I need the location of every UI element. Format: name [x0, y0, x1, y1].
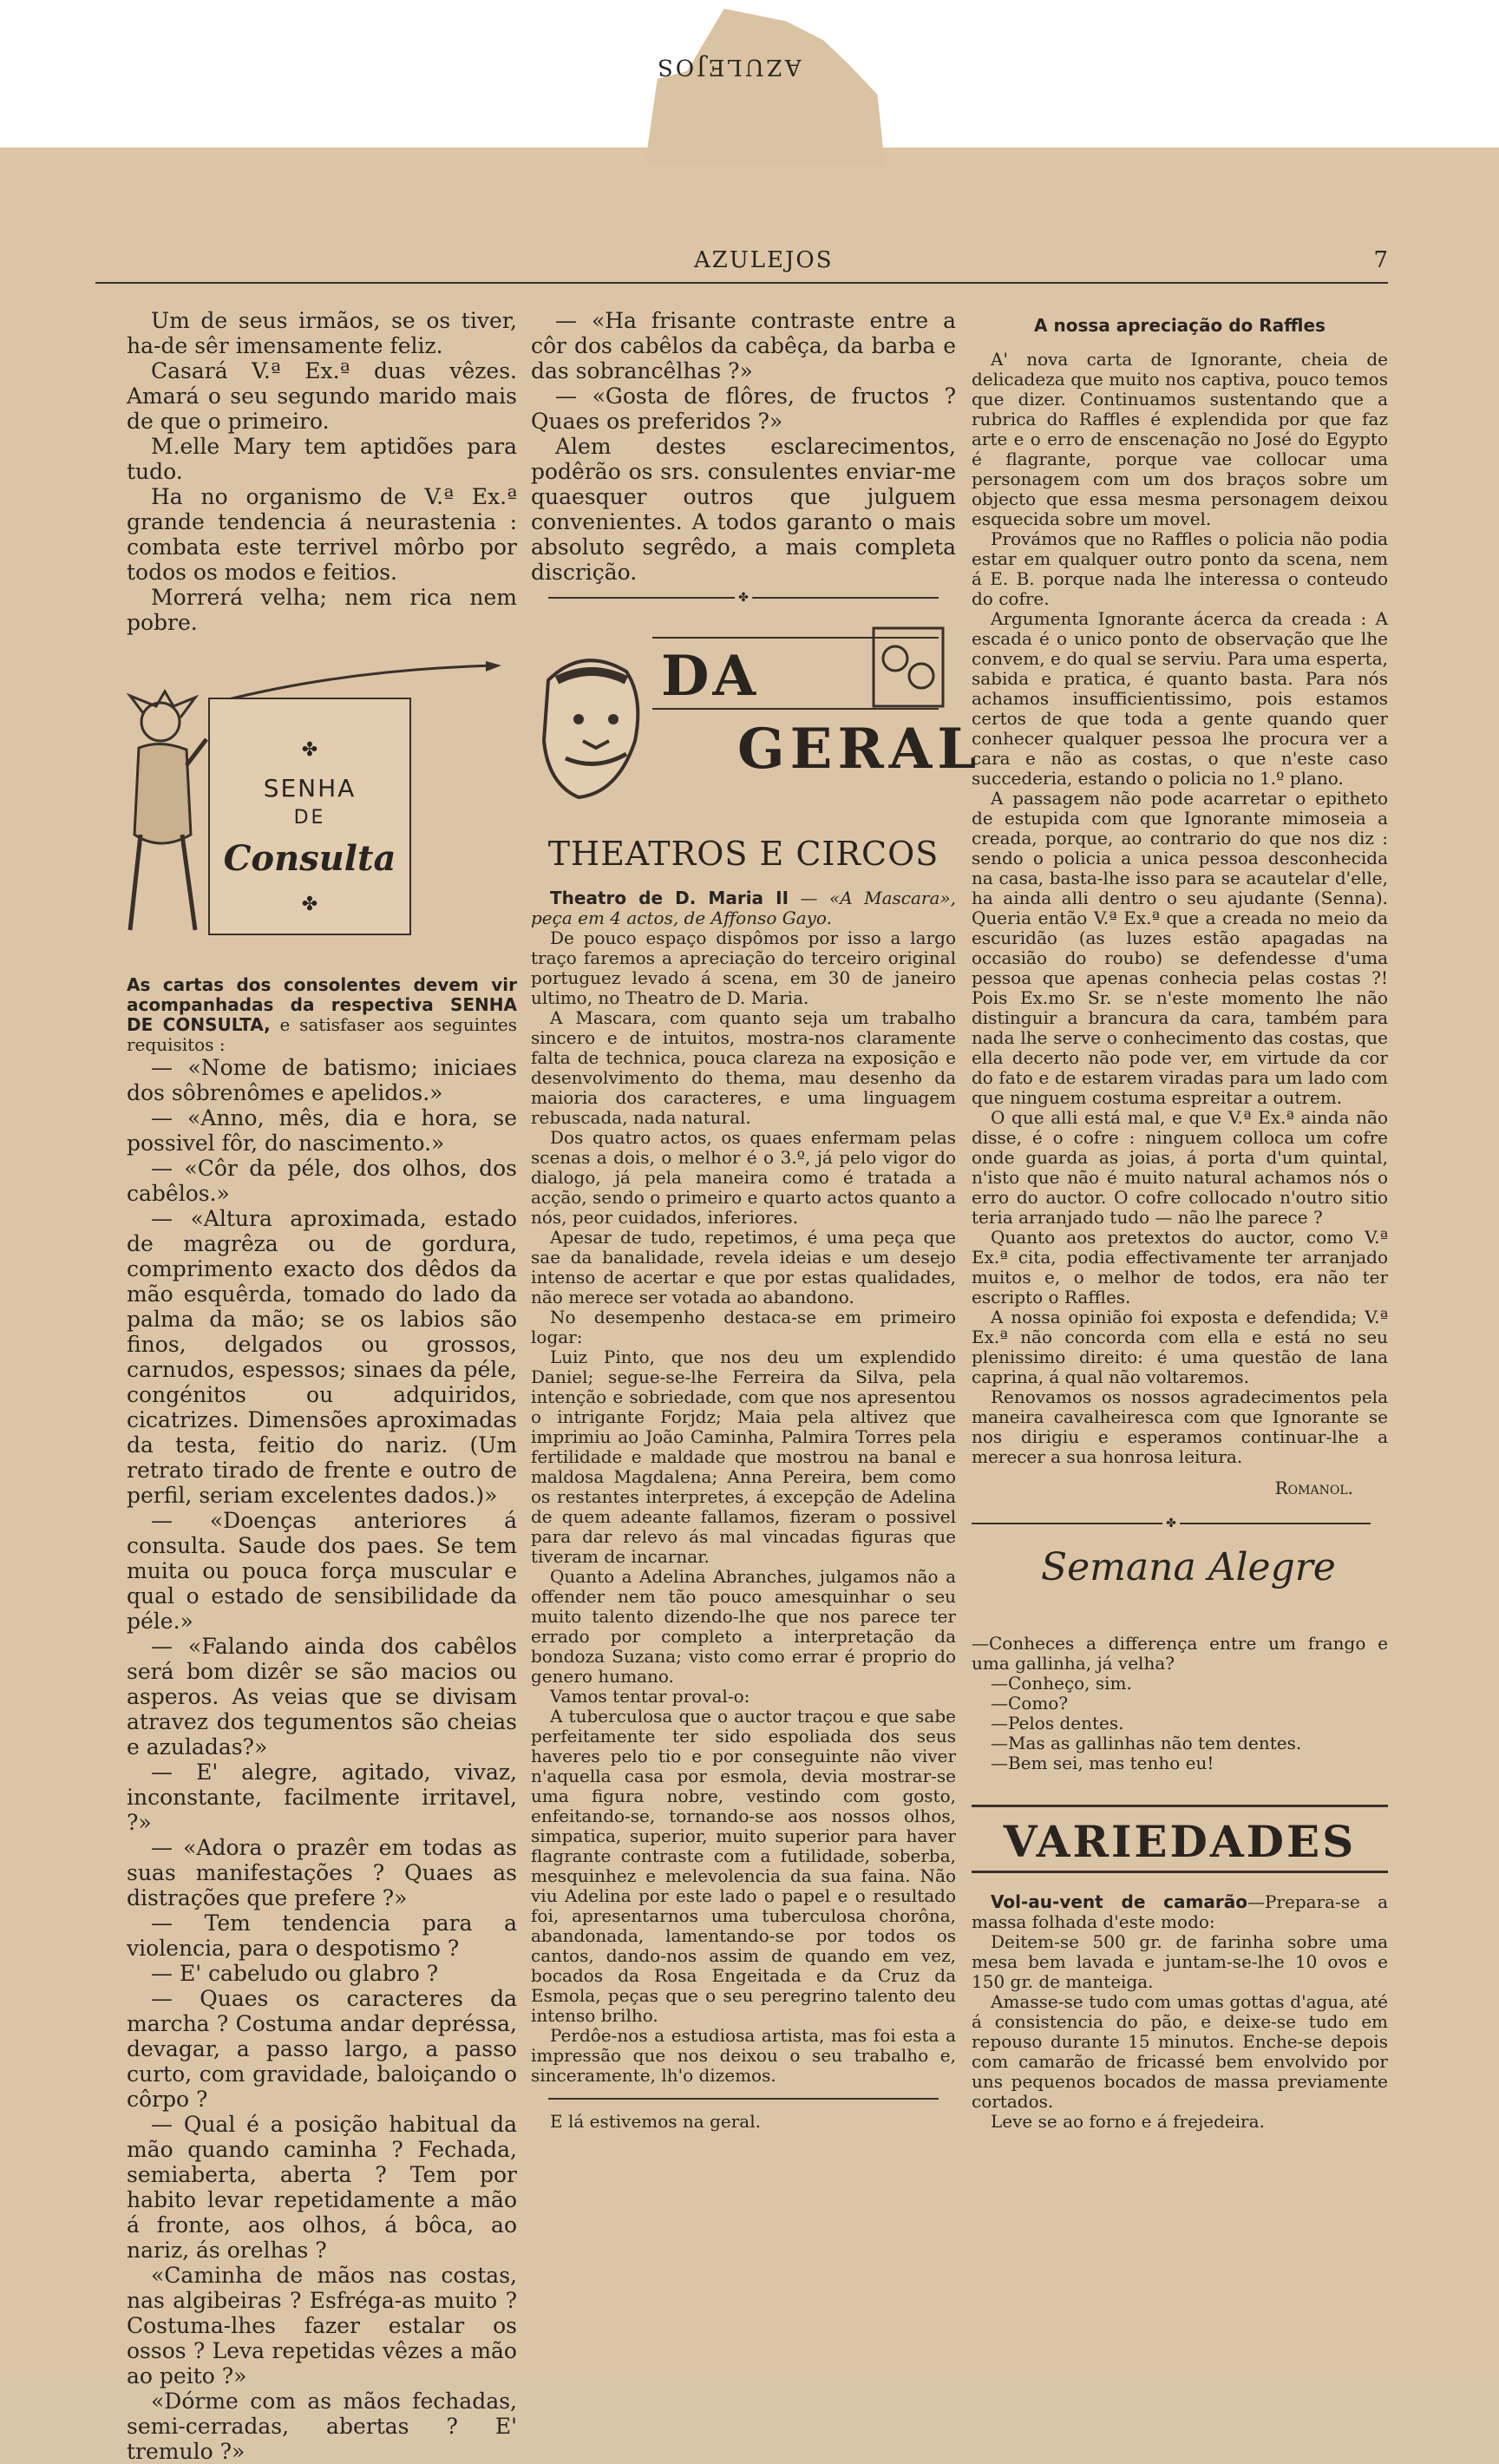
article-paragraph: Renovamos os nossos agradecimentos pela maneira cavalheiresca com que Ignorante se nos dirigiu e esperamos continuar-lhe a merecer a sua honrosa leitura.: [972, 1386, 1388, 1467]
requisite-item: — E' alegre, agitado, vivaz, inconstante, facilmente irritavel, ?»: [127, 1760, 517, 1835]
requisite-item: — «Adora o prazêr em todas as suas manifestações ? Quaes as distrações que prefere ?»: [127, 1835, 517, 1910]
requisite-item: — Qual é a posição habitual da mão quando caminha ? Fechada, semiaberta, aberta ? Tem por habito levar repetidamente a mão á fronte, aos olhos, á bôca, ao nariz, ás orelhas ?: [127, 2112, 517, 2263]
joke-line: —Conheces a differença entre um frango e uma gallinha, já velha?: [972, 1633, 1388, 1674]
joke-line: —Bem sei, mas tenho eu!: [991, 1753, 1214, 1773]
da-geral-banner: [531, 619, 982, 819]
paragraph: — «Gosta de flôres, de fructos ? Quaes os preferidos ?»: [531, 383, 956, 434]
paragraph: M.elle Mary tem aptidões para tudo.: [127, 434, 517, 484]
ornament-icon: ✤: [735, 591, 752, 605]
review-paragraph: Vamos tentar proval-o:: [550, 1686, 750, 1707]
requisite-item: «Caminha de mãos nas costas, nas algibeiras ? Esfréga-as muito ? Costuma-lhes fazer estalar os ossos ? Leva repetidas vêzes a mão ao peito ?»: [127, 2263, 517, 2389]
review-paragraph: Apesar de tudo, repetimos, é uma peça que sae da banalidade, revela ideias e um desejo intenso de acertar e que por estas qualidades, não merece ser votada ao abandono.: [531, 1227, 956, 1307]
review-play: — «A Mascara», peça em 4 actos, de Affonso Gayo.: [531, 888, 956, 928]
banner-da: DA: [661, 644, 760, 709]
requisite-item: — Tem tendencia para a violencia, para o despotismo ?: [127, 1910, 517, 1961]
jester-figure-icon: [113, 687, 208, 947]
review-paragraph: A Mascara, com quanto seja um trabalho sincero e de intuitos, mostra-nos claramente falta de technica, pouca clareza na exposição e desenvolvimento do thema, mau desenho da maioria dos caracteres, e uma linguagem rebuscada, nada natural.: [531, 1007, 956, 1128]
article-paragraph: Provámos que no Raffles o policia não podia estar em qualquer outro ponto da scena, nem á E. B. porque nada lhe interessa o conteudo do cofre.: [972, 528, 1388, 609]
page-number: 7: [1373, 247, 1388, 273]
review-venue: Theatro de D. Maria II: [550, 888, 789, 908]
paragraph: Morrerá velha; nem rica nem pobre.: [127, 585, 517, 635]
senha-caption-bold: As cartas dos consolentes devem vir acompanhadas da respectiva SENHA DE CONSULTA,: [127, 974, 517, 1035]
article-paragraph: Argumenta Ignorante ácerca da creada : A escada é o unico ponto de observação que lhe convem, e do qual se serviu. Para uma esperta, sabida e pratica, é quanto basta. Para nós achamos insufficientissimo, pois estamos certos de que toda a gente quando quer conhecer qualquer pessoa lhe procura ver a cara e não as costas, o que n'este caso succederia, estando o policia no 1.º plano.: [972, 608, 1388, 789]
requisite-item: — «Falando ainda dos cabêlos será bom dizêr se são macios ou asperos. As veias que se divisam atravez dos tegumentos são cheias e azuladas?»: [127, 1634, 517, 1760]
recipe-paragraph: Deitem-se 500 gr. de farinha sobre uma mesa bem lavada e juntam-se-lhe 10 ovos e 150 gr. de manteiga.: [972, 1931, 1388, 1992]
page-header: [95, 247, 1388, 284]
ornament-icon: ✤: [301, 739, 318, 761]
paragraph: Um de seus irmãos, se os tiver, ha-de sêr imensamente feliz.: [127, 308, 517, 358]
requisite-item: — «Doenças anteriores á consulta. Saude dos paes. Se tem muita ou pouca força muscular e qual o estado de sensibilidade da péle.»: [127, 1508, 517, 1634]
paragraph: Alem destes esclarecimentos, podêrão os srs. consulentes enviar-me quaesquer outros que julguem convenientes. A todos garanto o mais absoluto segrêdo, a mais completa discrição.: [531, 434, 956, 585]
variedades-heading: VARIEDADES: [972, 1805, 1388, 1873]
review-paragraph: Perdôe-nos a estudiosa artista, mas foi esta a impressão que nos deixou o seu trabalho e, sinceramente, lh'o dizemos.: [531, 2025, 956, 2086]
column-1: [127, 308, 517, 2464]
article-paragraph: A nossa opinião foi exposta e defendida; V.ª Ex.ª não concorda com ella e está no seu plenissimo direito: é uma questão de lana caprina, á qual não voltaremos.: [972, 1307, 1388, 1387]
requisite-item: — E' cabeludo ou glabro ?: [151, 1961, 439, 1986]
article-paragraph: O que alli está mal, e que V.ª Ex.ª ainda não disse, é o cofre : ninguem colloca um cofre onde guarda as joias, á porta d'um quintal, n'isto que não é muito natural achamos nós o erro do auctor. O cofre collocado n'outro sitio teria arranjado tudo — não lhe parece ?: [972, 1107, 1388, 1228]
joke-line: —Mas as gallinhas não tem dentes.: [991, 1733, 1302, 1753]
joke-line: —Como?: [991, 1693, 1069, 1714]
section-title: THEATROS E CIRCOS: [547, 835, 939, 873]
recipe-title: Vol-au-vent de camarão: [991, 1891, 1247, 1912]
article-title: A nossa apreciação do Raffles: [1034, 315, 1326, 336]
senha-de-consulta-illustration: [104, 652, 512, 965]
senha-caption: [127, 975, 517, 1055]
review-paragraph: No desempenho destaca-se em primeiro logar:: [531, 1307, 956, 1347]
requisite-item: — «Altura aproximada, estado de magrêza ou de gordura, comprimento exacto dos dêdos da mão esquêrda, tomado do lado da palma da mão; se os labios são finos, delgados ou grossos, carnudos, espessos; sinaes da péle, congénitos ou adquiridos, cicatrizes. Dimensões aproximadas da testa, feitio do nariz. (Um retrato tirado de frente e outro de perfil, seriam excelentes dados.)»: [127, 1206, 517, 1508]
theatre-masks-icon: [869, 624, 947, 711]
recipe-heading: [972, 1892, 1388, 1932]
review-paragraph: De pouco espaço dispômos por isso a largo traço faremos a apreciação do terceiro original portuguez levado á scena, em 30 de janeiro ultimo, no Theatro de D. Maria.: [531, 927, 956, 1008]
article-paragraph: A passagem não pode acarretar o epitheto de estupida com que Ignorante mimoseia a creada, porque, ao contrario do que nos diz : sendo o policia a unica pessoa desconhecida na casa, basta-lhe isso para se acautelar d'elle, ha ainda alli dentro o seu ajudante (Senna). Queria então V.ª Ex.ª que a creada no meio da escuridão (as luzes estão apagadas na occasião do roubo) se defendesse d'uma pessoa que apenas conhecia pelas costas ?! Pois Ex.mo Sr. se n'este momento lhe não distinguir a brancura da cara, também para nada lhe serve o conhecimento das costas, que ella decerto não pode ver, em virtude da cor do fato e de estarem viradas para um lado com que ninguem costuma espreitar a outrem.: [972, 788, 1388, 1108]
review-paragraph: Luiz Pinto, que nos deu um explendido Daniel; segue-se-lhe Ferreira da Silva, pela intenção e sobriedade, com que nos apresentou o intrigante Forjdz; Maia pela altivez que imprimiu ao João Caminha, Palmira Torres pela fertilidade e maldade que mostrou na banal e maldosa Magdalena; Anna Pereira, bem como os restantes interpretes, á excepção de Adelina de quem adeante fallamos, fizeram o possivel para dar relevo ás mal vincadas figuras que tiveram de incarnar.: [531, 1347, 956, 1567]
column-2: [531, 308, 982, 2132]
review-paragraph: Dos quatro actos, os quaes enfermam pelas scenas a dois, o melhor é o 3.º, já pelo vigor do dialogo, já pela maneira como é tratada a acção, sendo o primeiro e quarto actos quanto a nós, peor cuidados, inferiores.: [531, 1127, 956, 1228]
column-3: [972, 308, 1388, 2132]
requisite-item: «Dórme com as mãos fechadas, semi-cerradas, abertas ? E' tremulo ?»: [127, 2389, 517, 2464]
section-divider: [548, 591, 939, 605]
review-heading: [531, 888, 956, 928]
senha-de: DE: [293, 807, 326, 829]
senha-caption-rest: e satisfaser aos seguintes requisitos :: [127, 1014, 518, 1055]
ornament-icon: ✤: [1162, 1517, 1180, 1530]
joke-line: —Conheço, sim.: [991, 1673, 1132, 1694]
paragraph: Ha no organismo de V.ª Ex.ª grande tendencia á neurastenia : combata este terrivel môrbo por todos os modos e feitios.: [127, 484, 517, 585]
section-divider: [972, 1517, 1371, 1530]
closing-line: E lá estivemos na geral.: [550, 2111, 761, 2132]
header-title: AZULEJOS: [694, 247, 834, 273]
signature: Romanol.: [1274, 1478, 1353, 1498]
recipe-intro: —Prepara-se a massa folhada d'este modo:: [972, 1891, 1388, 1932]
flap-text: AZULEJOS: [655, 54, 802, 80]
review-paragraph: A tuberculosa que o auctor traçou e que sabe perfeitamente ter sido espoliada dos seus haveres pelo tio e por conseguinte não viver n'aquella casa por esmola, devia mostrar-se uma figura nobre, vestindo com gosto, enfeitando-se, tornando-se aos nossos olhos, simpatica, superior, muito superior para haver flagrante contraste com a futilidade, soberba, mesquinhez e melevolencia da sua faina. Não viu Adelina por este lado o papel e o resultado foi, apresentarnos uma tuberculosa chorôna, abandonada, lamentando-se por todos os cantos, dando-nos assim de quando em vez, bocados da Rosa Engeitada e da Cruz da Esmola, peças que o seu peregrino talento deu intenso brilho.: [531, 1706, 956, 2026]
joke-line: —Pelos dentes.: [991, 1713, 1124, 1733]
requisite-item: — «Nome de batismo; iniciaes dos sôbrenômes e apelidos.»: [127, 1055, 517, 1105]
article-paragraph: Quanto aos pretextos do auctor, como V.ª Ex.ª cita, podia effectivamente ter arranjado muitos e, o melhor de todos, era não ter escripto o Raffles.: [972, 1227, 1388, 1307]
review-paragraph: Quanto a Adelina Abranches, julgamos não a offender nem tão pouco amesquinhar o seu muito talento dizendo-lhe que nos parece ter errado por completo a interpretação da bondoza Suzana; visto como errar é proprio do genero humano.: [531, 1566, 956, 1687]
article-paragraph: A' nova carta de Ignorante, cheia de delicadeza que muito nos captiva, pouco temos que dizer. Continuamos sustentando que a rubrica do Raffles é explendida por que faz arte e o erro de enscenação no José do Egypto é flagrante, porque vae collocar uma personagem com um dos braços sobre um objecto que essa mesma personagem deixou esquecida sobre um movel.: [972, 349, 1388, 529]
requisite-item: — «Côr da péle, dos olhos, dos cabêlos.»: [127, 1156, 517, 1206]
recipe-paragraph: Leve se ao forno e á frejedeira.: [991, 2111, 1265, 2132]
caricature-face-icon: [531, 645, 661, 810]
requisite-item: — «Anno, mês, dia e hora, se possivel fôr, do nascimento.»: [127, 1105, 517, 1156]
senha-title: SENHA: [263, 774, 357, 803]
paragraph: — «Ha frisante contraste entre a côr dos cabêlos da cabêça, da barba e das sobrancêlhas ?»: [531, 308, 956, 383]
section-divider: [548, 2098, 939, 2100]
semana-title: Semana Alegre: [1041, 1545, 1336, 1589]
banner-geral: GERAL: [737, 717, 982, 782]
semana-alegre-box: [972, 1512, 1379, 1634]
senha-consulta: Consulta: [223, 838, 396, 879]
paragraph: Casará V.ª Ex.ª duas vêzes. Amará o seu segundo marido mais de que o primeiro.: [127, 358, 517, 434]
ornament-icon: ✤: [301, 894, 318, 915]
requisite-item: — Quaes os caracteres da marcha ? Costuma andar depréssa, devagar, a passo largo, a passo curto, com gravidade, baloiçando o côrpo ?: [127, 1986, 517, 2112]
recipe-paragraph: Amasse-se tudo com umas gottas d'agua, até á consistencia do pão, e deixe-se tudo em repouso durante 15 minutos. Enche-se depois com camarão de fricassé bem envolvido por uns pequenos bocados de massa previamente cortados.: [972, 1991, 1388, 2112]
